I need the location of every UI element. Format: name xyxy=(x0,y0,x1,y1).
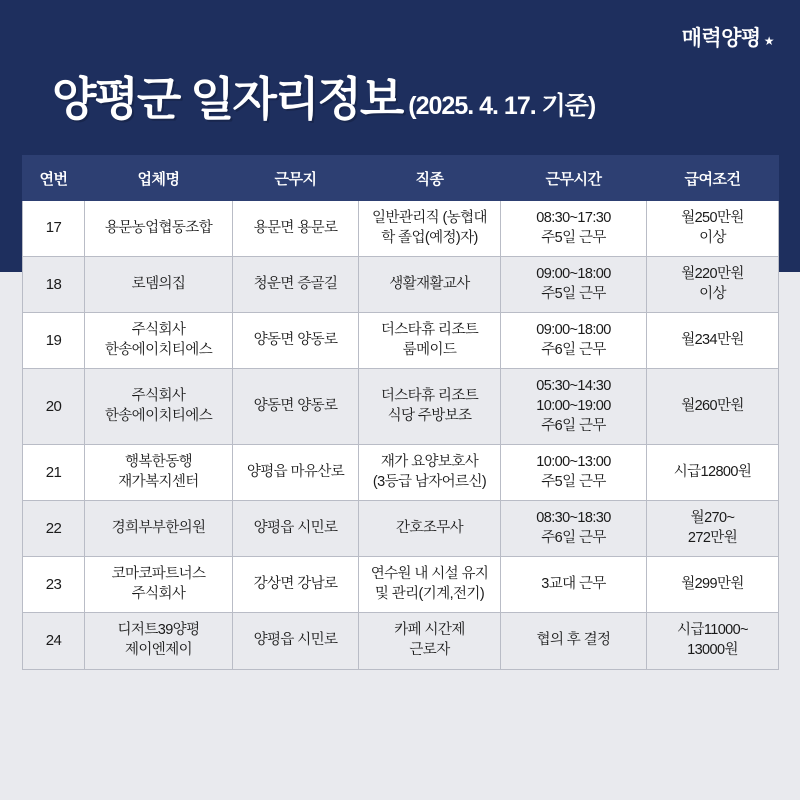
cell-job-line: 및 관리(기계,전기) xyxy=(374,585,485,602)
table-row xyxy=(23,201,779,257)
cell-job xyxy=(359,369,501,445)
cell-no: 24 xyxy=(23,613,85,669)
cell-hours-line: 09:00~18:00 xyxy=(536,266,611,283)
cell-pay-line: 월299만원 xyxy=(681,576,744,593)
cell-pay-line: 시급11000~ xyxy=(677,622,748,639)
cell-location xyxy=(233,201,359,257)
cell-company xyxy=(85,313,233,369)
cell-pay xyxy=(647,369,779,445)
cell-hours-line: 08:30~17:30 xyxy=(536,210,611,226)
cell-company xyxy=(85,501,233,557)
table-header-row xyxy=(23,156,779,201)
table-row xyxy=(23,445,779,501)
cell-hours-line: 주5일 근무 xyxy=(541,285,606,302)
cell-job-line: (3등급 남자어르신) xyxy=(372,473,487,490)
cell-hours-line: 05:30~14:30 xyxy=(536,378,611,395)
cell-hours-line: 주5일 근무 xyxy=(541,473,606,490)
cell-hours xyxy=(501,501,647,557)
cell-job xyxy=(359,613,501,669)
cell-hours-line: 10:00~19:00 xyxy=(536,397,611,414)
cell-company xyxy=(85,445,233,501)
cell-hours-line: 09:00~18:00 xyxy=(536,322,611,339)
cell-job xyxy=(359,557,501,613)
brand-logo-text: 매력양평 xyxy=(681,27,761,50)
cell-job xyxy=(359,501,501,557)
cell-company-line: 로뎀의집 xyxy=(131,275,186,292)
table-row xyxy=(23,369,779,445)
star-icon: ★ xyxy=(763,34,774,48)
cell-pay xyxy=(647,557,779,613)
cell-job-line: 재가 요양보호사 xyxy=(380,454,479,471)
table-row xyxy=(23,613,779,669)
cell-job-line: 더스타휴 리조트 xyxy=(380,322,479,339)
column-header-no: 연번 xyxy=(23,156,85,201)
cell-job-line: 더스타휴 리조트 xyxy=(380,388,479,405)
cell-company-line: 경희부부한의원 xyxy=(111,519,206,536)
table-row xyxy=(23,501,779,557)
cell-location xyxy=(233,501,359,557)
cell-hours-line: 3교대 근무 xyxy=(541,576,606,593)
cell-location-line: 강상면 강남로 xyxy=(253,576,338,593)
cell-company-line: 재가복지센터 xyxy=(118,473,199,490)
cell-job xyxy=(359,257,501,313)
cell-job-line: 간호조무사 xyxy=(395,519,464,536)
column-header-pay: 급여조건 xyxy=(647,156,779,201)
cell-hours-line: 주6일 근무 xyxy=(541,341,606,358)
cell-company-line: 제이엔제이 xyxy=(124,642,193,658)
cell-company-line: 용문농업협동조합 xyxy=(104,219,213,236)
cell-hours-line: 주6일 근무 xyxy=(541,529,606,546)
cell-location-line: 용문면 용문로 xyxy=(253,219,338,236)
cell-pay-line: 시급12800원 xyxy=(673,463,752,480)
cell-pay-line: 월234만원 xyxy=(681,332,744,349)
cell-location-line: 양동면 양동로 xyxy=(253,332,338,349)
cell-job-line: 식당 주방보조 xyxy=(387,407,472,424)
cell-location-line: 양평읍 시민로 xyxy=(253,632,338,649)
cell-location xyxy=(233,613,359,669)
cell-no: 18 xyxy=(23,257,85,313)
cell-company xyxy=(85,557,233,613)
cell-no: 19 xyxy=(23,313,85,369)
cell-company-line: 한송에이치티에스 xyxy=(104,407,213,424)
page-title-main: 양평군 일자리정보 xyxy=(52,73,403,125)
cell-location xyxy=(233,557,359,613)
column-header-job: 직종 xyxy=(359,156,501,201)
cell-job xyxy=(359,201,501,257)
cell-location xyxy=(233,313,359,369)
cell-pay-line: 13000원 xyxy=(687,642,738,658)
cell-hours xyxy=(501,369,647,445)
cell-hours xyxy=(501,257,647,313)
cell-hours-line: 주5일 근무 xyxy=(541,229,606,246)
page-title-date: (2025. 4. 17. 기준) xyxy=(408,92,596,120)
cell-no: 22 xyxy=(23,501,85,557)
column-header-company: 업체명 xyxy=(85,156,233,201)
cell-company-line: 주식회사 xyxy=(131,585,186,602)
table-row xyxy=(23,557,779,613)
cell-no: 20 xyxy=(23,369,85,445)
cell-location xyxy=(233,369,359,445)
cell-hours xyxy=(501,557,647,613)
cell-company xyxy=(85,201,233,257)
column-header-location: 근무지 xyxy=(233,156,359,201)
cell-pay-line: 월250만원 xyxy=(681,210,744,226)
cell-job xyxy=(359,445,501,501)
cell-job-line: 생활재활교사 xyxy=(389,275,470,292)
cell-location-line: 양평읍 시민로 xyxy=(253,519,338,536)
cell-pay xyxy=(647,313,779,369)
cell-hours xyxy=(501,613,647,669)
cell-pay-line: 272만원 xyxy=(687,529,738,546)
cell-no: 17 xyxy=(23,201,85,257)
cell-company xyxy=(85,257,233,313)
cell-hours xyxy=(501,445,647,501)
cell-company-line: 행복한동행 xyxy=(124,454,193,471)
cell-no: 21 xyxy=(23,445,85,501)
cell-company-line: 주식회사 xyxy=(131,388,186,405)
cell-company xyxy=(85,613,233,669)
cell-company xyxy=(85,369,233,445)
cell-company-line: 한송에이치티에스 xyxy=(104,341,213,358)
cell-hours-line: 주6일 근무 xyxy=(541,417,606,434)
cell-job-line: 연수원 내 시설 유지 xyxy=(370,566,489,583)
cell-hours-line: 협의 후 결정 xyxy=(536,632,611,649)
cell-pay xyxy=(647,613,779,669)
cell-pay-line: 이상 xyxy=(699,285,726,302)
jobs-table xyxy=(22,155,779,670)
brand-logo xyxy=(682,22,774,52)
cell-location-line: 양평읍 마유산로 xyxy=(246,463,345,480)
cell-pay xyxy=(647,257,779,313)
jobs-table-body xyxy=(23,201,779,670)
cell-job xyxy=(359,313,501,369)
cell-hours xyxy=(501,313,647,369)
cell-hours xyxy=(501,201,647,257)
cell-pay xyxy=(647,445,779,501)
cell-company-line: 디저트39양평 xyxy=(117,622,200,639)
cell-pay-line: 월270~ xyxy=(690,510,735,527)
cell-location-line: 청운면 증골길 xyxy=(253,275,338,292)
cell-location xyxy=(233,257,359,313)
cell-location xyxy=(233,445,359,501)
cell-company-line: 코마코파트너스 xyxy=(111,566,206,583)
cell-job-line: 룸메이드 xyxy=(402,341,457,358)
cell-no: 23 xyxy=(23,557,85,613)
cell-job-line: 카페 시간제 xyxy=(394,622,465,639)
cell-hours-line: 10:00~13:00 xyxy=(536,454,611,471)
cell-job-line: 학 졸업(예정)자) xyxy=(381,229,478,246)
jobs-table-container xyxy=(22,155,778,670)
cell-pay xyxy=(647,501,779,557)
cell-company-line: 주식회사 xyxy=(131,322,186,339)
cell-pay-line: 월260만원 xyxy=(681,397,744,414)
cell-pay xyxy=(647,201,779,257)
page-title xyxy=(52,73,596,125)
table-row xyxy=(23,313,779,369)
table-row xyxy=(23,257,779,313)
cell-job-line: 근로자 xyxy=(409,642,450,658)
cell-location-line: 양동면 양동로 xyxy=(253,397,338,414)
cell-hours-line: 08:30~18:30 xyxy=(536,510,611,527)
cell-pay-line: 이상 xyxy=(699,229,726,246)
cell-pay-line: 월220만원 xyxy=(681,266,744,283)
column-header-hours: 근무시간 xyxy=(501,156,647,201)
cell-job-line: 일반관리직 (농협대 xyxy=(372,210,487,226)
